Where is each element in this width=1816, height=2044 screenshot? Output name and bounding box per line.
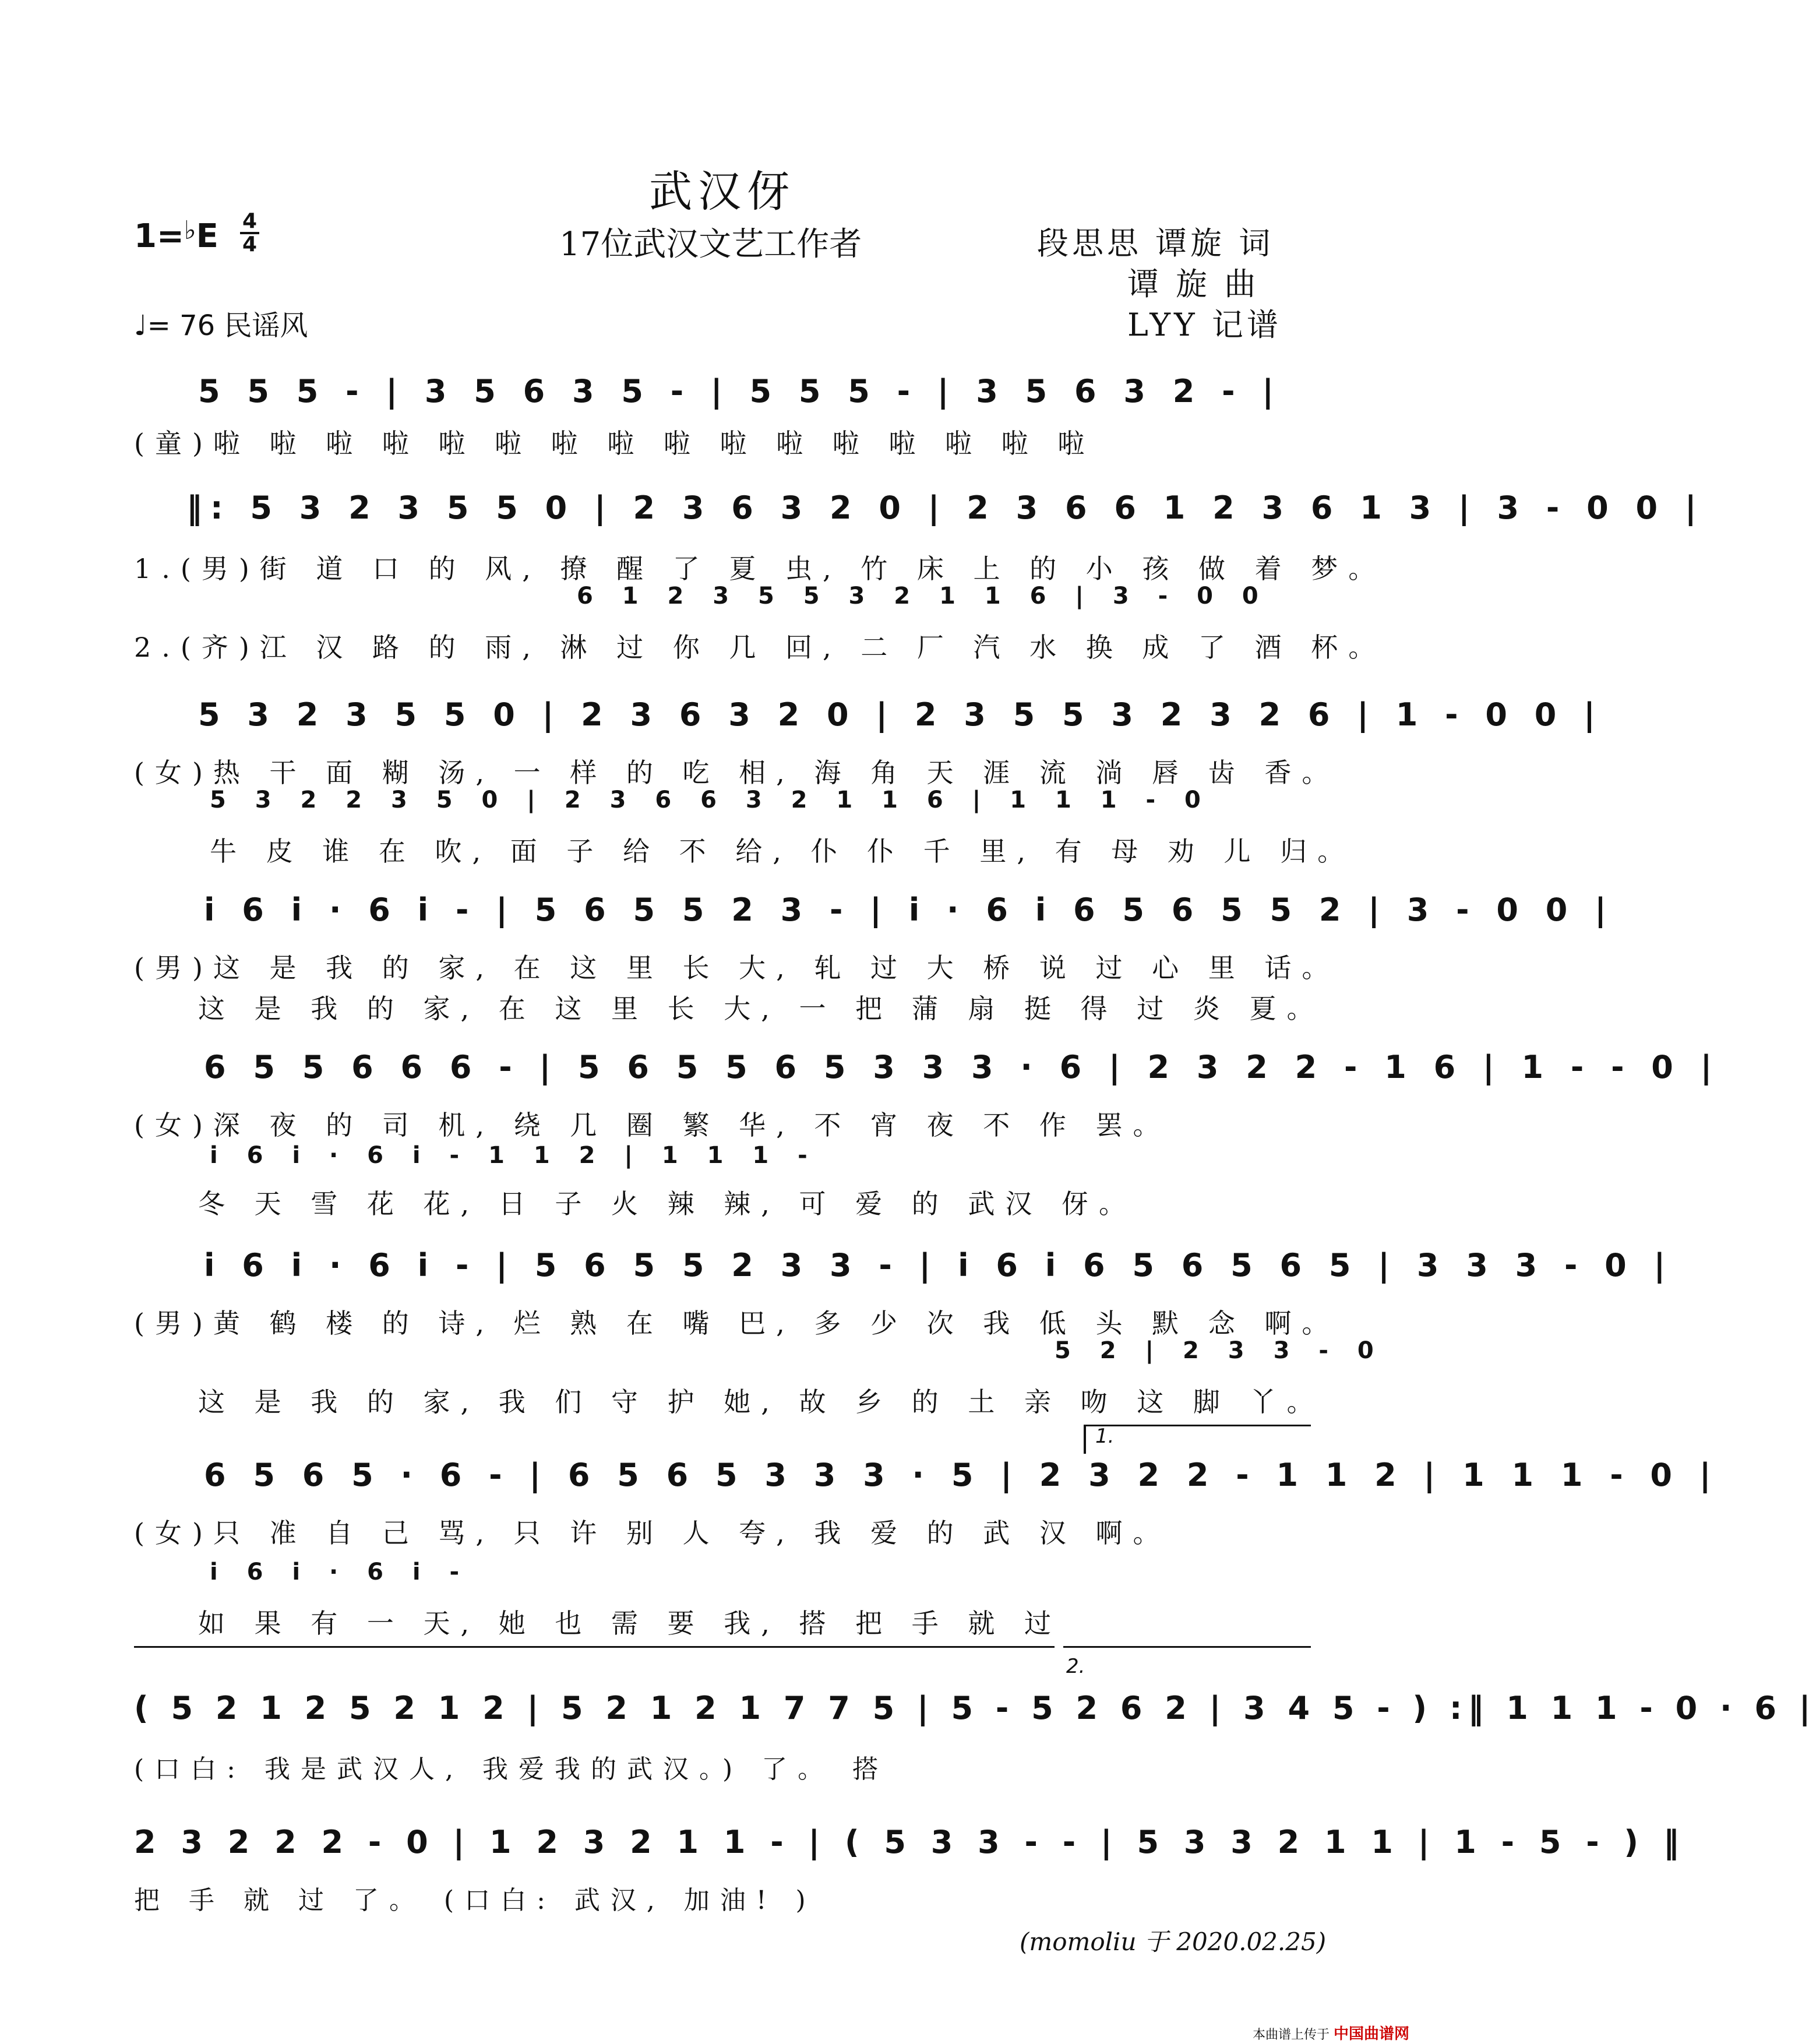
performers: 17位武汉文艺工作者 (559, 225, 862, 263)
lyrics-line: (口白: 我是武汉人, 我爱我的武汉。) 了。 搭 (134, 1754, 889, 1784)
lyrics-line-2: 这 是 我 的 家, 在 这 里 长 大, 一 把 蒲 扇 挺 得 过 炎 夏。 (198, 993, 1324, 1024)
alt-notes-line: 5 3 2 2 3 5 0 | 2 3 6 6 3 2 1 1 6 | 1 1 1 - 0 (210, 787, 1211, 813)
lyrics-line: (男)这 是 我 的 家, 在 这 里 长 大, 轧 过 大 桥 说 过 心 里 话。 (134, 952, 1339, 984)
lyrics-line-2: 冬 天 雪 花 花, 日 子 火 辣 辣, 可 爱 的 武汉 伢。 (198, 1188, 1136, 1220)
song-title: 武汉伢 (649, 167, 796, 217)
site-watermark: 本曲谱上传于 中国曲谱网 (1253, 2025, 1410, 2043)
volta-2-line (1063, 1646, 1311, 1648)
transcriber-credit: LYY 记谱 (1127, 306, 1282, 343)
lyrics-line: (童)啦 啦 啦 啦 啦 啦 啦 啦 啦 啦 啦 啦 啦 啦 啦 啦 (134, 428, 1095, 459)
notes-line: 5 3 2 3 5 5 0 | 2 3 6 3 2 0 | 2 3 5 5 3 2 3 2 6 | 1 - 0 0 | (198, 696, 1603, 733)
notes-line: ( 5 2 1 2 5 2 1 2 | 5 2 1 2 1 7 7 5 | 5 - 5 2 6 2 | 3 4 5 - ) :‖ 1 1 1 - 0 · 6 | (134, 1690, 1816, 1726)
notes-line: i 6 i · 6 i - | 5 6 5 5 2 3 - | i · 6 i 6 5 6 5 5 2 | 3 - 0 0 | (204, 891, 1614, 928)
lyricist-credit: 段思思 谭旋 词 (1037, 225, 1274, 262)
transcription-signature: (momoliu 于 2020.02.25) (1020, 1927, 1327, 1956)
volta-1-label: 1. (1095, 1425, 1115, 1448)
flat-sign-icon: ♭ (184, 216, 196, 245)
lyrics-line: (女)深 夜 的 司 机, 绕 几 圈 繁 华, 不 宵 夜 不 作 罢。 (134, 1109, 1170, 1141)
time-signature: 4 4 (240, 211, 259, 255)
site-logo: 中国曲谱网 (1334, 2025, 1410, 2043)
lyrics-line: 把 手 就 过 了。 (口白: 武汉, 加油! ) (134, 1886, 816, 1915)
alt-notes-line: i 6 i · 6 i - 1 1 2 | 1 1 1 - (210, 1142, 818, 1169)
notes-line: 6 5 5 6 6 6 - | 5 6 5 5 6 5 3 3 3 · 6 | 2 3 2 2 - 1 6 | 1 - - 0 | (204, 1049, 1720, 1086)
alt-notes-line: i 6 i · 6 i - (210, 1559, 470, 1585)
lyrics-line: 1.(男)街 道 口 的 风, 撩 醒 了 夏 虫, 竹 床 上 的 小 孩 做 着 梦。 (134, 553, 1386, 584)
lyrics-line-2: 这 是 我 的 家, 我 们 守 护 她, 故 乡 的 土 亲 吻 这 脚 丫。 (198, 1386, 1324, 1418)
alt-notes-line: 5 2 | 2 3 3 - 0 (1055, 1337, 1384, 1364)
alt-notes-line: 6 1 2 3 5 5 3 2 1 1 6 | 3 - 0 0 (577, 583, 1269, 609)
notes-line: 2 3 2 2 2 - 0 | 1 2 3 2 1 1 - | ( 5 3 3 - - | 5 3 3 2 1 1 | 1 - 5 - ) ‖ (134, 1824, 1686, 1860)
composer-credit: 谭 旋 曲 (1127, 266, 1260, 302)
lyrics-line: (女)热 干 面 糊 汤, 一 样 的 吃 相, 海 角 天 涯 流 淌 唇 齿 香。 (134, 757, 1339, 788)
section-divider (134, 1646, 1055, 1648)
notes-line: ‖: 5 3 2 3 5 5 0 | 2 3 6 3 2 0 | 2 3 6 6 1 2 3 6 1 3 | 3 - 0 0 | (186, 489, 1705, 526)
notes-line: 5 5 5 - | 3 5 6 3 5 - | 5 5 5 - | 3 5 6 3 2 - | (198, 373, 1282, 410)
lyrics-line: (女)只 准 自 己 骂, 只 许 别 人 夸, 我 爱 的 武 汉 啊。 (134, 1517, 1170, 1549)
key-signature: 1=♭E (134, 216, 218, 255)
tempo-marking: ♩= 76 民谣风 (134, 309, 308, 342)
volta-2-label: 2. (1066, 1655, 1085, 1678)
lyrics-line: (男)黄 鹤 楼 的 诗, 烂 熟 在 嘴 巴, 多 少 次 我 低 头 默 念 啊。 (134, 1308, 1339, 1339)
lyrics-line-2: 如 果 有 一 天, 她 也 需 要 我, 搭 把 手 就 过 (198, 1608, 1062, 1639)
lyrics-line-2: 2.(齐)江 汉 路 的 雨, 淋 过 你 几 回, 二 厂 汽 水 换 成 了 酒 杯。 (134, 632, 1386, 663)
lyrics-line-2: 牛 皮 谁 在 吹, 面 子 给 不 给, 仆 仆 千 里, 有 母 劝 儿 归。 (210, 836, 1355, 867)
notes-line: i 6 i · 6 i - | 5 6 5 5 2 3 3 - | i 6 i 6 5 6 5 6 5 | 3 3 3 - 0 | (204, 1247, 1674, 1284)
notes-line: 6 5 6 5 · 6 - | 6 5 6 5 3 3 3 · 5 | 2 3 2 2 - 1 1 2 | 1 1 1 - 0 | (204, 1457, 1719, 1493)
